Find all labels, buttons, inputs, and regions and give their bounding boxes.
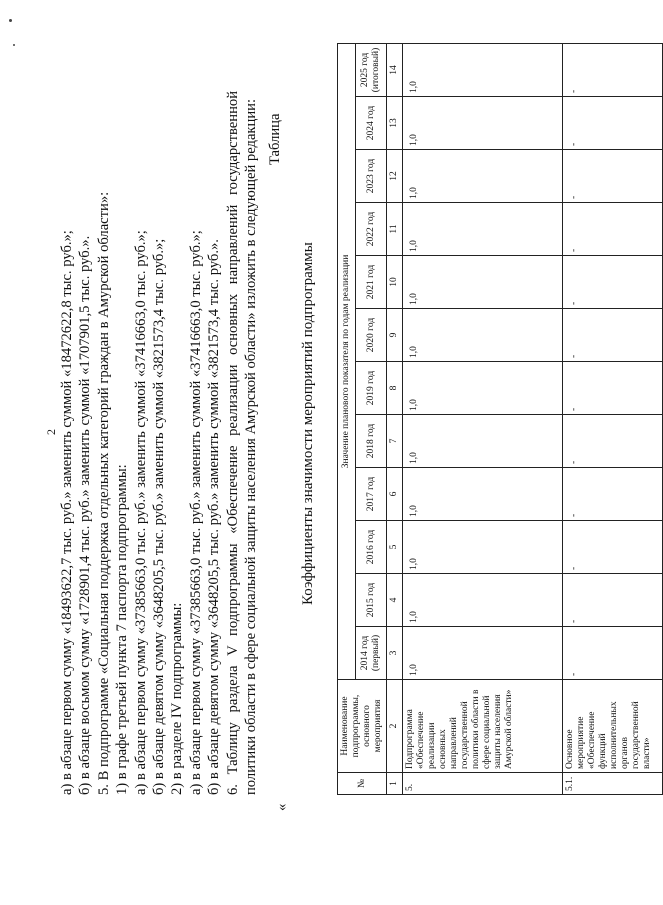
row-value: 1,0: [403, 309, 563, 362]
column-number: 13: [387, 97, 403, 150]
year-cell: 2021 год: [356, 256, 387, 309]
row-value: 1,0: [403, 468, 563, 521]
text-line: а) в абзаце первом сумму «37385663,0 тыс. руб.» заменить суммой «37416663,0 тыс. руб.»;: [132, 230, 149, 795]
significance-table: [337, 43, 663, 795]
row-value: -: [563, 627, 663, 680]
table-row: [563, 43, 663, 794]
text-line: 1) в графе третьей пункта 7 паспорта подпрограммы:: [114, 464, 131, 795]
row-value: 1,0: [403, 150, 563, 203]
row-number: 5.: [403, 773, 563, 795]
table-caption: Коэффициенты значимости мероприятий подпрограммы: [300, 242, 316, 605]
text-line: а) в абзаце первом сумму «37385663,0 тыс. руб.» заменить суммой «37416663,0 тыс. руб.»;: [187, 230, 204, 795]
column-number: 1: [387, 773, 403, 795]
table-row: [403, 43, 563, 794]
year-cell: 2023 год: [356, 150, 387, 203]
row-value: 1,0: [403, 43, 563, 96]
column-number: 12: [387, 150, 403, 203]
text-line: 6. Таблицу раздела V подпрограммы «Обеспечение реализации основных направлений государственной: [224, 90, 241, 795]
column-number: 3: [387, 627, 403, 680]
text-line: политики области в сфере социальной защиты населения Амурской области» изложить в следующей редакции:: [243, 99, 260, 795]
year-cell: 2015 год: [356, 574, 387, 627]
row-value: -: [563, 468, 663, 521]
year-cell: 2016 год: [356, 521, 387, 574]
year-cell: 2014 год (первый): [356, 627, 387, 680]
column-number: 6: [387, 468, 403, 521]
column-number: 11: [387, 203, 403, 256]
row-value: -: [563, 521, 663, 574]
scan-speck: [9, 19, 12, 22]
text-line: б) в абзаце девятом сумму «3648205,5 тыс. руб.» заменить суммой «3821573,4 тыс. руб.».: [206, 239, 223, 795]
scan-speck: [13, 44, 15, 46]
row-value: 1,0: [403, 97, 563, 150]
row-value: 1,0: [403, 203, 563, 256]
year-cell: 2025 год (итоговый): [356, 43, 387, 96]
year-cell: 2017 год: [356, 468, 387, 521]
body-text: [58, 35, 260, 795]
column-number-row: [387, 43, 403, 794]
text-line: а) в абзаце первом сумму «18493622,7 тыс. руб.» заменить суммой «18472622,8 тыс. руб.»;: [59, 230, 75, 795]
column-number: 9: [387, 309, 403, 362]
row-number: 5.1.: [563, 773, 663, 795]
row-name: Основное мероприятие «Обеспечение функций исполнительных органов государственной власти»: [563, 680, 663, 773]
header-group: Значение планового показателя по годам реализации: [338, 43, 356, 679]
column-number: 5: [387, 521, 403, 574]
row-value: -: [563, 43, 663, 96]
year-cell: 2020 год: [356, 309, 387, 362]
header-row: [338, 43, 356, 794]
year-cell: 2022 год: [356, 203, 387, 256]
text-line: 2) в разделе IV подпрограммы:: [169, 602, 186, 795]
row-value: 1,0: [403, 574, 563, 627]
table-label: Таблица: [267, 113, 283, 165]
header-name: Наименование подпрограммы, основного мероприятия: [338, 680, 387, 773]
row-value: 1,0: [403, 415, 563, 468]
row-value: -: [563, 574, 663, 627]
header-number: №: [338, 773, 387, 795]
text-line: 5. В подпрограмме «Социальная поддержка отдельных категорий граждан в Амурской области»:: [95, 191, 112, 795]
row-value: 1,0: [403, 256, 563, 309]
row-value: -: [563, 256, 663, 309]
row-value: -: [563, 150, 663, 203]
year-cell: 2018 год: [356, 415, 387, 468]
column-number: 10: [387, 256, 403, 309]
row-value: 1,0: [403, 521, 563, 574]
row-value: -: [563, 415, 663, 468]
text-line: б) в абзаце восьмом сумму «1728901,4 тыс. руб.» заменить суммой «1707901,5 тыс. руб.».: [77, 235, 94, 795]
row-value: 1,0: [403, 362, 563, 415]
column-number: 14: [387, 43, 403, 96]
column-number: 7: [387, 415, 403, 468]
row-value: 1,0: [403, 627, 563, 680]
year-cell: 2019 год: [356, 362, 387, 415]
row-name: Подпрограмма «Обеспечение реализации основных направлений государственной политики области в сфере социальной защиты населения Амурской области»: [403, 680, 563, 773]
column-number: 8: [387, 362, 403, 415]
row-value: -: [563, 203, 663, 256]
page-number: 2: [44, 429, 58, 435]
column-number: 4: [387, 574, 403, 627]
opening-quote: «: [274, 803, 290, 811]
text-line: б) в абзаце девятом сумму «3648205,5 тыс. руб.» заменить суммой «3821573,4 тыс. руб.»;: [151, 238, 168, 795]
row-value: -: [563, 309, 663, 362]
row-value: -: [563, 97, 663, 150]
column-number: 2: [387, 680, 403, 773]
year-cell: 2024 год: [356, 97, 387, 150]
row-value: -: [563, 362, 663, 415]
